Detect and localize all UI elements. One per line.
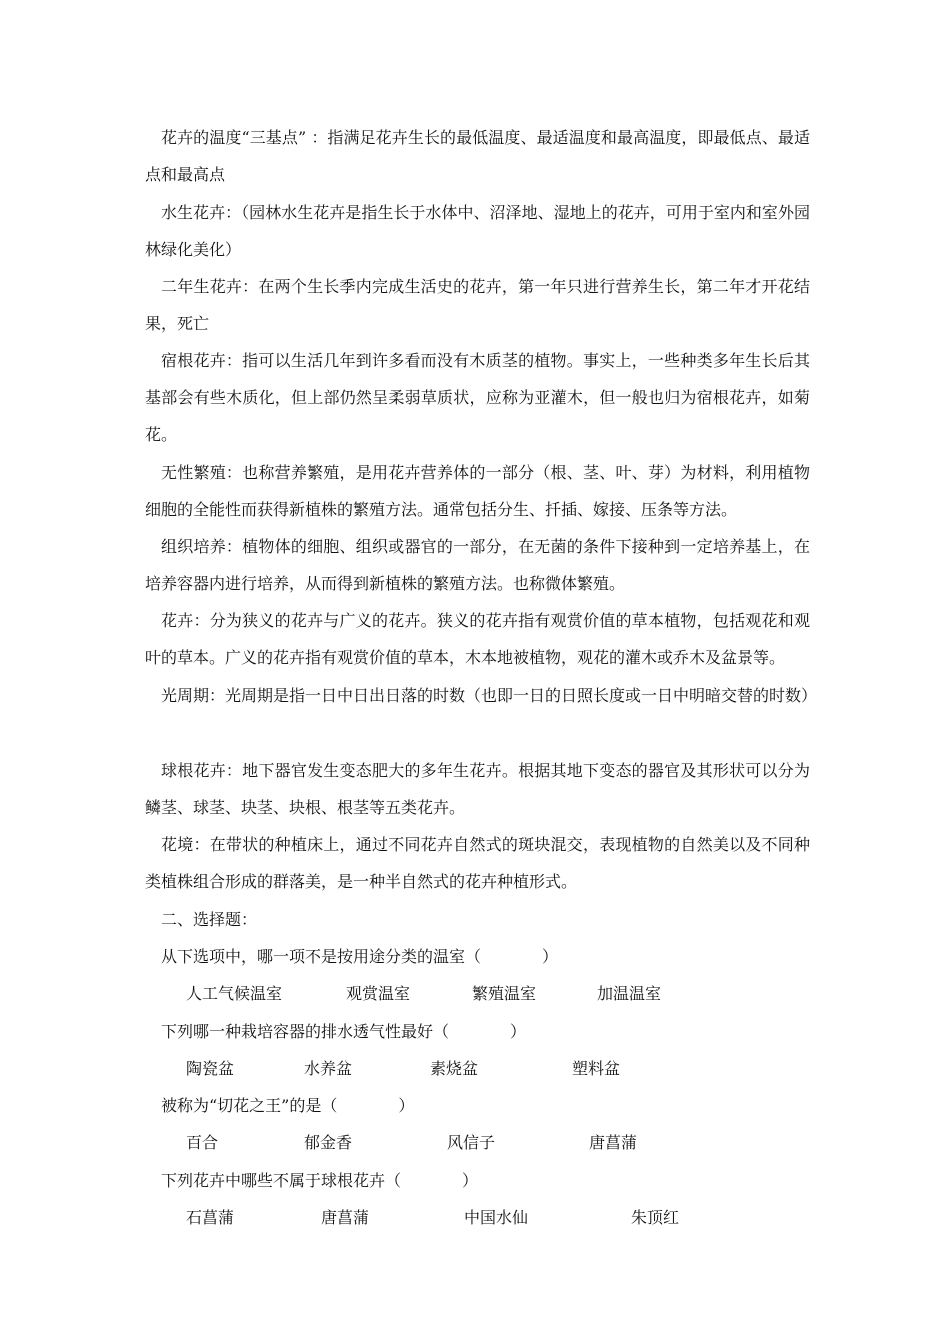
question-4-option-b: 唐菖蒲 (321, 1208, 370, 1227)
definition-asexual-propagation: 无性繁殖：也称营养繁殖，是用花卉营养体的一部分（根、茎、叶、芽）为材料，利用植物细胞的全能性而获得新植株的繁殖方法。通常包括分生、扦插、嫁接、压条等方法。 (145, 463, 810, 519)
definition-biennial-flowers: 二年生花卉：在两个生长季内完成生活史的花卉，第一年只进行营养生长，第二年才开花结果，死亡 (145, 277, 810, 333)
question-4: 下列花卉中哪些不属于球根花卉（ ） (161, 1171, 479, 1190)
definition-perennial-flowers: 宿根花卉：指可以生活几年到许多看而没有木质茎的植物。事实上，一些种类多年生长后其基部会有些木质化，但上部仍然呈柔弱草质状，应称为亚灌木，但一般也归为宿根花卉，如菊花。 (145, 351, 810, 444)
question-3-option-b: 郁金香 (304, 1133, 353, 1152)
section-heading-multiple-choice: 二、选择题： (161, 910, 258, 929)
question-1: 从下选项中，哪一项不是按用途分类的温室（ ） (161, 947, 559, 966)
question-1-option-b: 观赏温室 (346, 984, 411, 1003)
question-4-option-d: 朱顶红 (631, 1208, 680, 1227)
question-2-option-b: 水养盆 (304, 1059, 353, 1078)
question-1-option-d: 加温温室 (597, 984, 662, 1003)
question-2-option-d: 塑料盆 (572, 1059, 621, 1078)
definition-tissue-culture: 组织培养：植物体的细胞、组织或器官的一部分，在无菌的条件下接种到一定培养基上，在培养容器内进行培养，从而得到新植株的繁殖方法。也称微体繁殖。 (145, 537, 810, 593)
definition-bulb-flowers: 球根花卉：地下器官发生变态肥大的多年生花卉。根据其地下变态的器官及其形状可以分为鳞茎、球茎、块茎、块根、根茎等五类花卉。 (145, 761, 810, 817)
question-3: 被称为“切花之王”的是（ ） (161, 1096, 415, 1115)
question-2-option-a: 陶瓷盆 (186, 1059, 235, 1078)
question-4-option-c: 中国水仙 (464, 1208, 529, 1227)
definition-temperature-three-points: 花卉的温度“三基点” ：指满足花卉生长的最低温度、最适温度和最高温度，即最低点、最适点和最高点 (145, 128, 810, 184)
question-3-option-a: 百合 (186, 1133, 219, 1152)
definition-flower-border: 花境：在带状的种植床上，通过不同花卉自然式的斑块混交，表现植物的自然美以及不同种类植株组合形成的群落美，是一种半自然式的花卉种植形式。 (145, 835, 810, 891)
definition-photoperiod: 光周期：光周期是指一日中日出日落的时数（也即一日的日照长度或一日中明暗交替的时数） (161, 686, 818, 705)
question-3-option-c: 风信子 (447, 1133, 496, 1152)
question-2-option-c: 素烧盆 (430, 1059, 479, 1078)
definition-flowers: 花卉：分为狭义的花卉与广义的花卉。狭义的花卉指有观赏价值的草本植物，包括观花和观叶的草本。广义的花卉指有观赏价值的草本，木本地被植物，观花的灌木或乔木及盆景等。 (145, 611, 810, 667)
question-1-option-c: 繁殖温室 (472, 984, 537, 1003)
question-1-option-a: 人工气候温室 (186, 984, 283, 1003)
question-3-option-d: 唐菖蒲 (589, 1133, 638, 1152)
question-4-option-a: 石菖蒲 (186, 1208, 235, 1227)
question-2: 下列哪一种栽培容器的排水透气性最好（ ） (161, 1022, 527, 1041)
definition-aquatic-flowers: 水生花卉：（园林水生花卉是指生长于水体中、沼泽地、湿地上的花卉，可用于室内和室外园林绿化美化） (145, 203, 810, 259)
